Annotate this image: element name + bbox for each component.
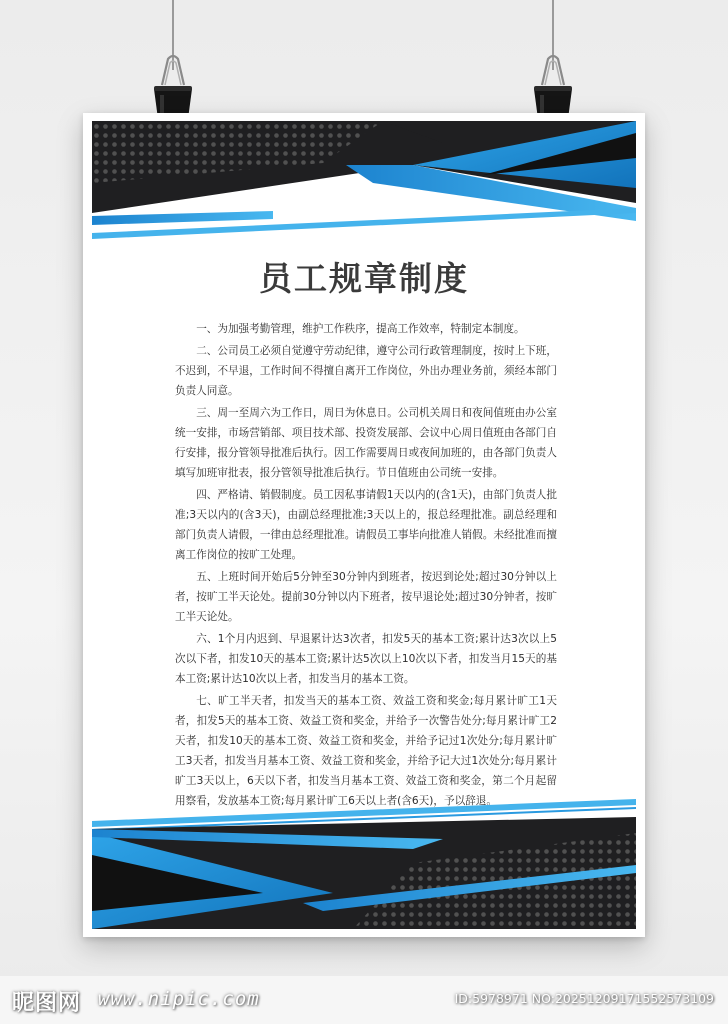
paragraph-4: 四、严格请、销假制度。员工因私事请假1天以内的(含1天)，由部门负责人批准;3天以内的(含3天)，由副总经理批准;3天以上的，报总经理批准。副总经理和部门负责人请假，一律由总经理批准。请假员工事毕向批准人销假。未经批准而擅离工作岗位的按旷工处理。: [175, 489, 557, 561]
bottom-decoration: [83, 793, 645, 937]
binder-clip-right-icon: [528, 55, 578, 121]
paragraph-6: 六、1个月内迟到、早退累计达3次者，扣发5天的基本工资;累计达3次以上5次以下者，扣发10天的基本工资;累计达5次以上10次以下者，扣发当月15天的基本工资;累计达10次以上者，扣发当月的基本工资。: [175, 633, 557, 685]
top-decoration: [83, 113, 645, 263]
paragraph-3: 三、周一至周六为工作日，周日为休息日。公司机关周日和夜间值班由办公室统一安排，市场营销部、项目技术部、投资发展部、会议中心周日值班由各部门自行安排，报分管领导批准后执行。因工作需要周日或夜间加班的，由各部门负责人填写加班审批表，报分管领导批准后执行。节日值班由公司统一安排。: [175, 407, 557, 479]
watermark-bar: [0, 976, 728, 1024]
binder-clip-left-icon: [148, 55, 198, 121]
watermark-logo: 昵图网: [12, 991, 82, 1016]
regulations-body: [175, 319, 557, 813]
page-title: 员工规章制度: [259, 259, 469, 298]
paragraph-7: 七、旷工半天者，扣发当天的基本工资、效益工资和奖金;每月累计旷工1天者，扣发5天的基本工资、效益工资和奖金，并给予一次警告处分;每月累计旷工2天者，扣发10天的基本工资、效益工资和奖金，并给予记过1次处分;每月累计旷工3天者，扣发当月基本工资、效益工资和奖金，并给予记大过1次处分;每月累计旷工3天以上，6天以下者，扣发当月基本工资、效益工资和奖金，第二个月起留用察看，发放基本工资;每月累计旷工6天以上者(含6天)，予以辞退。: [175, 695, 557, 807]
poster: [83, 113, 645, 937]
watermark-url: www.nipic.com: [98, 988, 260, 1010]
paragraph-1: 一、为加强考勤管理，维护工作秩序，提高工作效率，特制定本制度。: [196, 323, 525, 335]
watermark-id: ID:5978971 NO:20251209171552573109: [454, 991, 714, 1006]
paragraph-5: 五、上班时间开始后5分钟至30分钟内到班者，按迟到论处;超过30分钟以上者，按旷工半天论处。提前30分钟以内下班者，按早退论处;超过30分钟者，按旷工半天论处。: [175, 571, 557, 623]
paragraph-2: 二、公司员工必须自觉遵守劳动纪律，遵守公司行政管理制度，按时上下班，不迟到，不早退，工作时间不得擅自离开工作岗位，外出办理业务前，须经本部门负责人同意。: [175, 345, 557, 397]
